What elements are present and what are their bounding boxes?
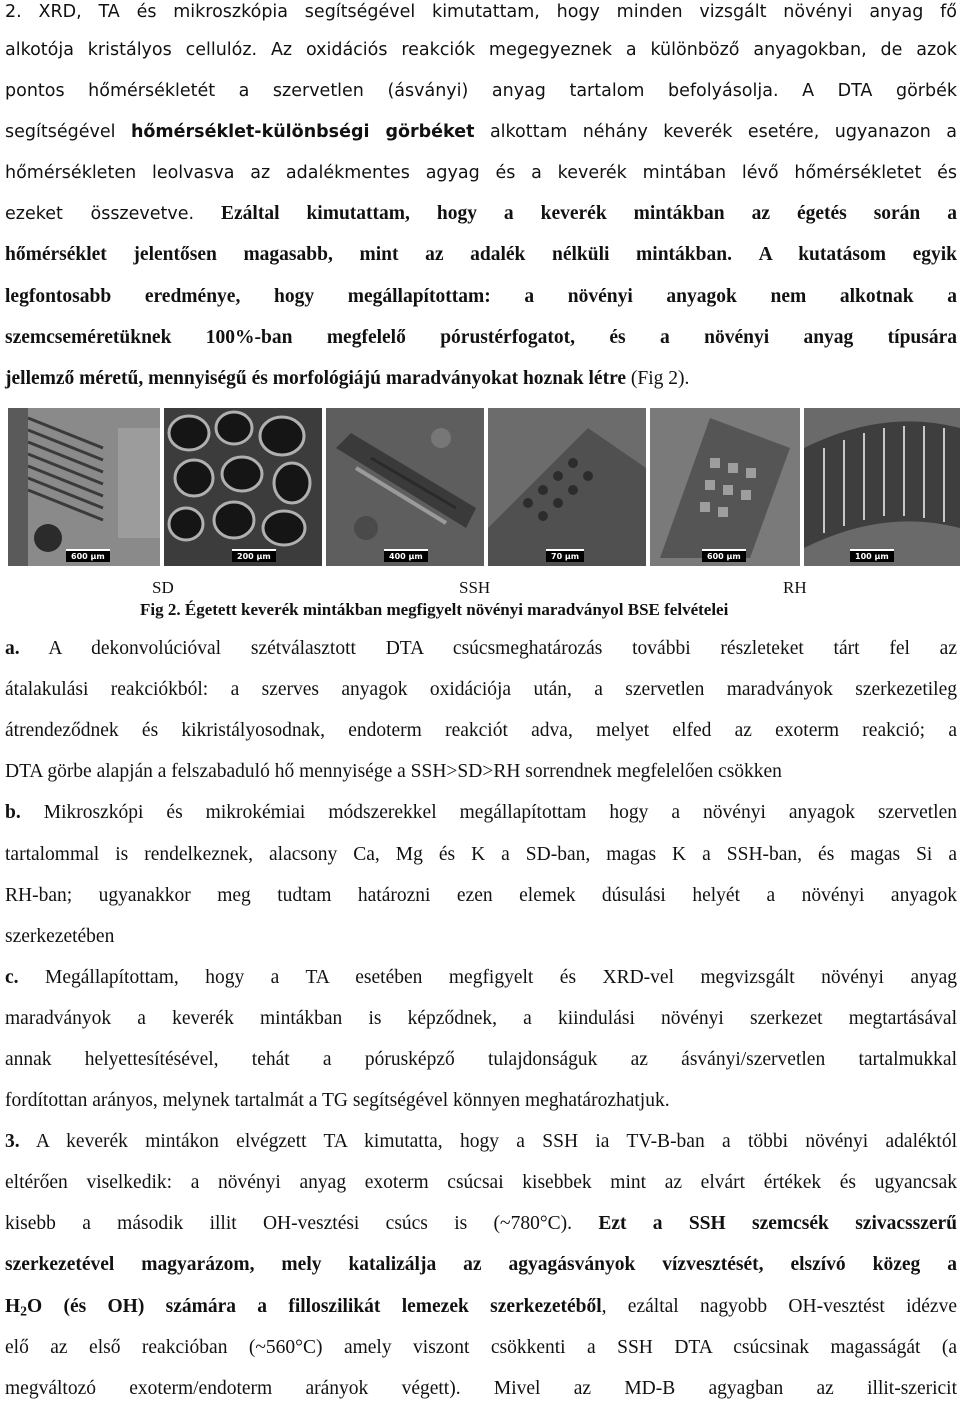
section-number: 2. [5,2,22,22]
scale-bar-label: 600 µm [702,549,746,562]
text-line: hőmérsékleten leolvasva az adalékmentes agyag és a keverék mintában lévő hőmérsékletet és [5,163,957,183]
sem-image-ssh-2 [488,408,646,566]
figure-label-rh: RH [783,578,807,597]
text-line: DTA görbe alapján a felszabaduló hő mennyisége a SSH>SD>RH sorrendnek megfelelően csökken [5,761,782,782]
figure-micrographs [8,408,960,566]
text-line: ezeket összevetve. Ezáltal kimutattam, hogy a keverék mintákban az égetés során a [5,203,957,224]
text-line: annak helyettesítésével, tehát a pórusképző tulajdonságuk az ásványi/szervetlen tartalmukkal [5,1049,957,1070]
text-line: átalakulási reakciókból: a szerves anyagok oxidációja után, a szervetlen maradványok szerkezetileg [5,679,957,700]
text-line: b. Mikroszkópi és mikrokémiai módszerekkel megállapítottam hogy a növényi anyagok szervetlen [5,802,957,823]
list-marker: c. [5,967,19,988]
sem-image-sd-1 [8,408,160,566]
scale-bar-label: 70 µm [546,549,584,562]
text-line: RH-ban; ugyanakkor meg tudtam határozni ezen elemek dúsulási helyét a növényi anyagok [5,885,957,906]
text-line: a. A dekonvolúcióval szétválasztott DTA csúcsmeghatározás további részleteket tárt fel az [5,638,957,659]
figure-caption: Fig 2. Égetett keverék mintákban megfigyelt növényi maradványol BSE felvételei [140,600,729,619]
text-line: legfontosabb eredménye, hogy megállapítottam: a növényi anyagok nem alkotnak a [5,286,957,307]
text-line: alkotója kristályos cellulóz. Az oxidációs reakciók megegyeznek a különböző anyagokban, de azok [5,40,957,60]
sem-image-ssh-1 [326,408,484,566]
text-line: c. Megállapítottam, hogy a TA esetében megfigyelt és XRD-vel megvizsgált növényi anyag [5,967,958,988]
text-line: maradványok a keverék mintákban is képződnek, a kiindulási növényi szerkezet megtartásával [5,1008,957,1029]
sem-image-rh-2 [804,408,960,566]
text-line: hőmérséklet jelentősen magasabb, mint az adalék nélküli mintákban. A kutatásom egyik [5,244,957,265]
text-line: fordítottan arányos, melynek tartalmát a TG segítségével könnyen meghatározhatjuk. [5,1090,670,1111]
text-line: pontos hőmérsékletét a szervetlen (ásványi) anyag tartalom befolyásolja. A DTA görbék [5,81,957,101]
scale-bar-label: 200 µm [232,549,276,562]
text-line: jellemző méretű, mennyiségű és morfológiájú maradványokat hoznak létre (Fig 2). [5,368,690,389]
text-line: szemcseméretüknek 100%-ban megfelelő pórustérfogatot, és a növényi anyag típusára [5,327,957,348]
text-line: szerkezetében [5,926,115,947]
sem-image-sd-2 [164,408,322,566]
text-line: 3. A keverék mintákon elvégzett TA kimutatta, hogy a SSH ia TV-B-ban a többi növényi adaléktól [5,1131,957,1152]
figure-label-sd: SD [152,578,174,597]
text-line: tartalommal is rendelkeznek, alacsony Ca, Mg és K a SD-ban, magas K a SSH-ban, és magas Si a [5,844,957,865]
scale-bar-label: 400 µm [384,549,428,562]
text-line: elő az első reakcióban (~560°C) amely viszont csökkenti a SSH DTA csúcsinak magasságát (a [5,1337,957,1358]
text-line: 2. XRD, TA és mikroszkópia segítségével kimutattam, hogy minden vizsgált növényi anyag fő [5,2,957,22]
text-line: megváltozó exoterm/endoterm arányok végett). Mivel az MD-B agyagban az illit-szericit [5,1378,957,1399]
figure-label-ssh: SSH [459,578,491,597]
list-marker: b. [5,802,21,823]
list-marker: a. [5,638,20,659]
text-line: átrendeződnek és kikristályosodnak, endoterm reakciót adva, melyet elfed az exoterm reakció; a [5,720,957,741]
text-line: $H_2O$ (és OH) számára a filloszilikát lemezek szerkezetéből, ezáltal nagyobb OH-vesztést idézve [5,1296,957,1319]
sem-image-rh-1 [650,408,800,566]
scale-bar-label: 100 µm [850,549,894,562]
scale-bar-label: 600 µm [66,549,110,562]
text-line: segítségével hőmérséklet-különbségi görbéket alkottam néhány keverék esetére, ugyanazon a [5,122,957,142]
text-line: szerkezetével magyarázom, mely katalizálja az agyagásványok vízvesztését, elszívó közeg a [5,1254,957,1275]
section-number: 3. [5,1131,20,1152]
text-line: eltérően viselkedik: a növényi anyag exoterm csúcsai kisebbek mint az elvárt értékek és ugyancsak [5,1172,957,1193]
text-line: kisebb a második illit OH-vesztési csúcs is (~780°C). Ezt a SSH szemcsék szivacsszerű [5,1213,957,1234]
